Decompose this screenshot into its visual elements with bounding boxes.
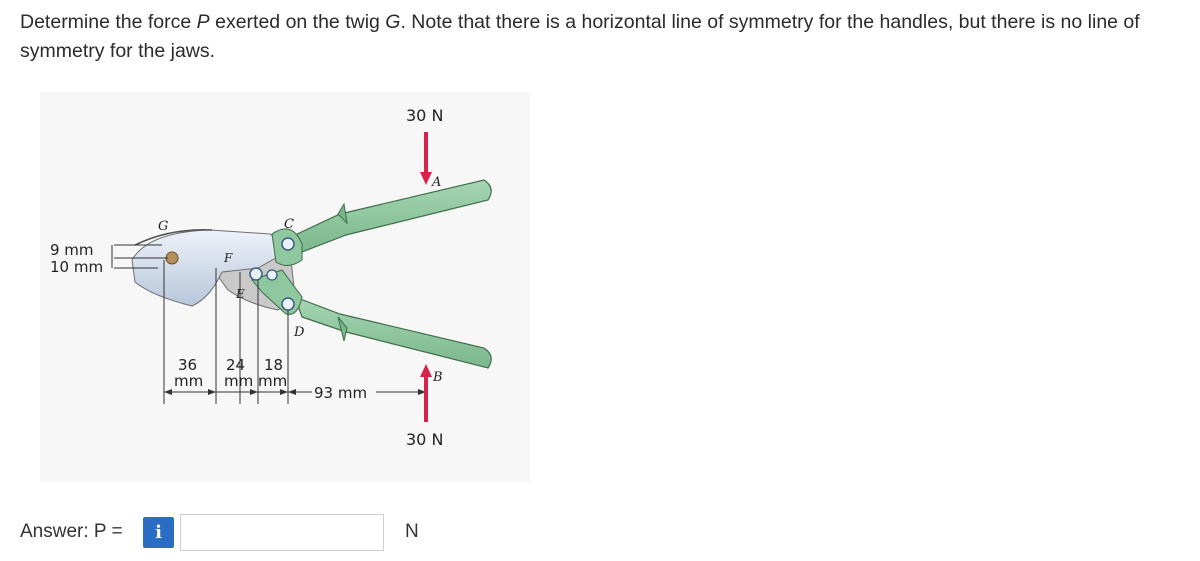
- dim-label-10: 10 mm: [50, 258, 104, 276]
- force-label-bottom: 30 N: [406, 430, 444, 449]
- question-part-2: exerted on the twig: [209, 11, 386, 33]
- label-c: C: [284, 217, 294, 232]
- dim-label-18-unit: mm: [258, 372, 288, 390]
- pin-e: [267, 270, 277, 280]
- question-var-p: P: [196, 11, 210, 33]
- info-icon[interactable]: i: [143, 517, 174, 548]
- dim-label-36-unit: mm: [174, 372, 204, 390]
- question-part-3: . Note that there is a horizontal line of symmetry for the handles, but there is no line of symmetry for the jaws.: [20, 11, 1140, 62]
- pliers-figure: [40, 92, 530, 482]
- pin-f: [250, 268, 262, 280]
- question-part-1: Determine the force: [20, 11, 197, 33]
- dim-label-36: 36: [178, 356, 198, 374]
- dim-label-9: 9 mm: [50, 241, 94, 259]
- question-text: [20, 8, 1185, 66]
- pin-d: [282, 298, 294, 310]
- label-b: B: [433, 370, 443, 385]
- answer-input[interactable]: [180, 514, 384, 551]
- dim-label-24: 24: [226, 356, 246, 374]
- pliers-diagram: [40, 92, 530, 482]
- force-label-top: 30 N: [406, 106, 444, 125]
- dim-label-24-unit: mm: [224, 372, 254, 390]
- label-e: E: [236, 287, 245, 301]
- dim-label-18: 18: [264, 356, 284, 374]
- label-g: G: [158, 219, 169, 234]
- answer-label: Answer: P =: [20, 521, 123, 542]
- label-a: A: [432, 175, 442, 190]
- label-d: D: [294, 325, 305, 340]
- label-f: F: [224, 251, 233, 265]
- answer-unit: N: [405, 521, 419, 542]
- pin-c: [282, 238, 294, 250]
- dim-label-93: 93 mm: [314, 384, 368, 402]
- question-var-g: G: [385, 11, 401, 33]
